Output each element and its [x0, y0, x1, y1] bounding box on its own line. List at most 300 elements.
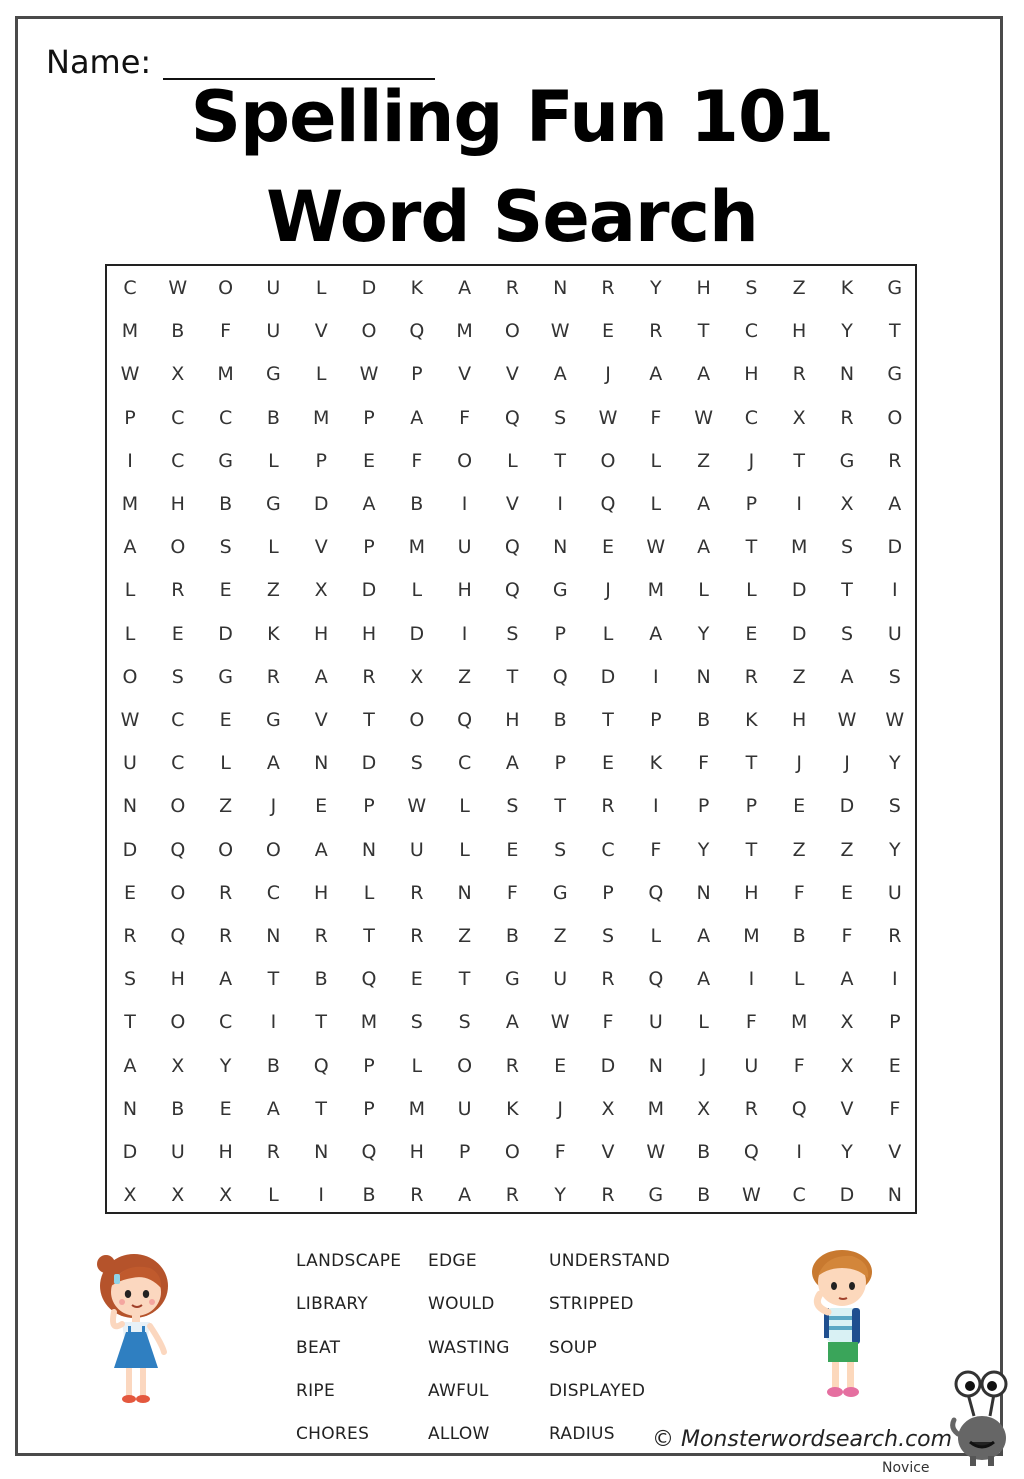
grid-letter[interactable]: Q — [504, 536, 520, 559]
grid-letter[interactable]: E — [219, 579, 232, 602]
grid-letter[interactable]: T — [315, 1011, 327, 1034]
grid-letter[interactable]: U — [123, 752, 137, 775]
grid-letter[interactable]: P — [363, 536, 375, 559]
grid-letter[interactable]: V — [505, 363, 519, 386]
grid-letter[interactable]: X — [171, 363, 185, 386]
grid-letter[interactable]: K — [745, 709, 758, 731]
grid-letter[interactable]: C — [218, 1011, 233, 1034]
grid-letter[interactable]: Q — [361, 968, 377, 991]
grid-letter[interactable]: R — [792, 363, 806, 386]
grid-letter[interactable]: N — [314, 1141, 329, 1163]
grid-letter[interactable]: N — [361, 838, 377, 861]
grid-letter[interactable]: C — [171, 709, 185, 731]
grid-letter[interactable]: O — [265, 838, 281, 861]
grid-letter[interactable]: U — [457, 536, 472, 559]
grid-letter[interactable]: R — [266, 1141, 280, 1163]
grid-letter[interactable]: W — [598, 406, 618, 429]
grid-letter[interactable]: R — [601, 968, 615, 991]
grid-letter[interactable]: B — [266, 1054, 280, 1077]
grid-letter[interactable]: Y — [219, 1054, 232, 1077]
grid-letter[interactable]: R — [601, 795, 615, 818]
grid-letter[interactable]: M — [408, 536, 425, 559]
grid-letter[interactable]: Q — [743, 1141, 759, 1163]
grid-letter[interactable]: J — [270, 795, 277, 818]
grid-letter[interactable]: M — [790, 536, 808, 559]
grid-letter[interactable]: D — [839, 1184, 855, 1207]
grid-letter[interactable]: C — [171, 752, 185, 775]
grid-letter[interactable]: A — [314, 665, 328, 688]
grid-letter[interactable]: G — [552, 881, 568, 904]
grid-letter[interactable]: P — [745, 795, 758, 818]
grid-letter[interactable]: F — [411, 449, 423, 472]
grid-letter[interactable]: S — [601, 925, 615, 947]
grid-letter[interactable]: L — [459, 838, 470, 861]
grid-letter[interactable]: L — [315, 363, 327, 386]
grid-letter[interactable]: X — [123, 1184, 137, 1207]
grid-letter[interactable]: V — [601, 1141, 615, 1163]
grid-letter[interactable]: L — [124, 579, 136, 602]
grid-letter[interactable]: V — [314, 709, 328, 731]
grid-letter[interactable]: X — [840, 1054, 854, 1077]
grid-letter[interactable]: A — [505, 752, 519, 775]
grid-letter[interactable]: T — [363, 925, 375, 947]
grid-letter[interactable]: H — [361, 622, 377, 645]
grid-letter[interactable]: G — [266, 493, 281, 515]
grid-letter[interactable]: T — [458, 968, 471, 991]
grid-letter[interactable]: A — [697, 968, 711, 991]
grid-letter[interactable]: W — [168, 277, 188, 299]
grid-letter[interactable]: V — [505, 493, 519, 515]
grid-letter[interactable]: D — [361, 752, 377, 775]
grid-letter[interactable]: M — [456, 320, 473, 343]
grid-letter[interactable]: N — [314, 752, 329, 775]
grid-letter[interactable]: G — [505, 968, 520, 991]
grid-letter[interactable]: T — [267, 968, 280, 991]
grid-letter[interactable]: T — [124, 1011, 136, 1034]
grid-letter[interactable]: B — [266, 406, 280, 429]
grid-letter[interactable]: W — [885, 709, 905, 731]
grid-letter[interactable]: A — [458, 1184, 472, 1207]
grid-letter[interactable]: E — [410, 968, 423, 991]
grid-letter[interactable]: X — [601, 1097, 615, 1120]
grid-letter[interactable]: C — [601, 838, 615, 861]
grid-letter[interactable]: P — [363, 1097, 375, 1120]
grid-letter[interactable]: T — [697, 320, 710, 343]
grid-letter[interactable]: G — [648, 1184, 664, 1207]
grid-letter[interactable]: O — [504, 320, 520, 343]
grid-letter[interactable]: Q — [457, 709, 473, 731]
grid-letter[interactable]: A — [649, 622, 663, 645]
grid-letter[interactable]: C — [792, 1184, 806, 1207]
grid-letter[interactable]: S — [840, 622, 854, 645]
grid-letter[interactable]: Z — [553, 925, 567, 947]
grid-letter[interactable]: K — [649, 752, 663, 775]
grid-letter[interactable]: S — [219, 536, 232, 559]
grid-letter[interactable]: S — [554, 406, 567, 429]
grid-letter[interactable]: J — [605, 363, 611, 386]
grid-letter[interactable]: T — [602, 709, 614, 731]
grid-letter[interactable]: T — [745, 838, 758, 861]
grid-letter[interactable]: I — [461, 493, 468, 515]
grid-letter[interactable]: S — [458, 1011, 471, 1034]
grid-letter[interactable]: I — [461, 622, 468, 645]
grid-letter[interactable]: E — [793, 795, 806, 818]
grid-letter[interactable]: L — [746, 579, 757, 602]
grid-letter[interactable]: E — [219, 709, 232, 731]
grid-letter[interactable]: D — [887, 536, 903, 559]
grid-letter[interactable]: U — [266, 320, 281, 343]
grid-letter[interactable]: V — [314, 320, 328, 343]
grid-letter[interactable]: S — [410, 1011, 423, 1034]
grid-letter[interactable]: A — [553, 363, 567, 386]
grid-letter[interactable]: T — [554, 449, 566, 472]
grid-letter[interactable]: E — [554, 1054, 567, 1077]
grid-letter[interactable]: P — [554, 752, 566, 775]
grid-letter[interactable]: P — [315, 449, 327, 472]
grid-letter[interactable]: Q — [648, 881, 664, 904]
grid-letter[interactable]: F — [650, 406, 662, 429]
grid-letter[interactable]: C — [266, 881, 281, 904]
grid-letter[interactable]: L — [411, 579, 423, 602]
grid-letter[interactable]: U — [266, 277, 281, 299]
grid-letter[interactable]: F — [745, 1011, 757, 1034]
grid-letter[interactable]: Q — [600, 493, 616, 515]
grid-letter[interactable]: F — [602, 1011, 614, 1034]
grid-letter[interactable]: N — [553, 536, 568, 559]
grid-letter[interactable]: G — [266, 709, 281, 731]
grid-letter[interactable]: J — [796, 752, 802, 775]
grid-letter[interactable]: X — [697, 1097, 711, 1120]
grid-letter[interactable]: Y — [697, 838, 710, 861]
grid-letter[interactable]: Q — [504, 406, 520, 429]
grid-letter[interactable]: R — [218, 881, 233, 904]
grid-letter[interactable]: P — [554, 622, 566, 645]
grid-letter[interactable]: K — [267, 622, 280, 645]
grid-letter[interactable]: V — [314, 536, 328, 559]
grid-letter[interactable]: O — [170, 1011, 186, 1034]
grid-letter[interactable]: O — [457, 449, 473, 472]
grid-letter[interactable]: Y — [841, 1141, 853, 1163]
grid-letter[interactable]: X — [840, 493, 854, 515]
grid-letter[interactable]: R — [888, 449, 902, 472]
grid-letter[interactable]: R — [601, 277, 615, 299]
grid-letter[interactable]: D — [791, 579, 807, 602]
grid-letter[interactable]: S — [888, 665, 901, 688]
grid-letter[interactable]: B — [697, 709, 711, 731]
grid-letter[interactable]: X — [219, 1184, 233, 1207]
grid-letter[interactable]: B — [792, 925, 806, 947]
grid-letter[interactable]: P — [363, 1054, 375, 1077]
grid-letter[interactable]: W — [837, 709, 857, 731]
grid-letter[interactable]: F — [889, 1097, 901, 1120]
grid-letter[interactable]: R — [744, 1097, 758, 1120]
grid-letter[interactable]: N — [553, 277, 568, 299]
grid-letter[interactable]: P — [363, 795, 375, 818]
grid-letter[interactable]: H — [744, 363, 759, 386]
grid-letter[interactable]: H — [457, 579, 472, 602]
grid-letter[interactable]: O — [361, 320, 377, 343]
grid-letter[interactable]: A — [649, 363, 663, 386]
grid-letter[interactable]: A — [410, 406, 424, 429]
grid-letter[interactable]: C — [218, 406, 233, 429]
grid-letter[interactable]: D — [218, 622, 233, 645]
grid-letter[interactable]: O — [409, 709, 425, 731]
grid-letter[interactable]: L — [268, 536, 279, 559]
grid-letter[interactable]: S — [506, 795, 519, 818]
grid-letter[interactable]: D — [600, 1054, 616, 1077]
grid-letter[interactable]: R — [505, 1054, 519, 1077]
grid-letter[interactable]: P — [458, 1141, 471, 1163]
grid-letter[interactable]: C — [744, 320, 759, 343]
grid-letter[interactable]: L — [268, 449, 279, 472]
grid-letter[interactable]: A — [266, 1097, 280, 1120]
grid-letter[interactable]: R — [266, 665, 280, 688]
grid-letter[interactable]: B — [314, 968, 328, 991]
grid-letter[interactable]: M — [360, 1011, 378, 1034]
grid-letter[interactable]: T — [888, 320, 901, 343]
grid-letter[interactable]: T — [315, 1097, 327, 1120]
grid-letter[interactable]: O — [457, 1054, 473, 1077]
grid-letter[interactable]: H — [314, 622, 329, 645]
grid-letter[interactable]: Z — [219, 795, 233, 818]
grid-letter[interactable]: M — [790, 1011, 808, 1034]
grid-letter[interactable]: L — [363, 881, 375, 904]
grid-letter[interactable]: T — [506, 665, 519, 688]
grid-letter[interactable]: N — [887, 1184, 902, 1207]
grid-letter[interactable]: A — [840, 665, 854, 688]
grid-letter[interactable]: N — [648, 1054, 663, 1077]
grid-letter[interactable]: U — [553, 968, 568, 991]
grid-letter[interactable]: P — [697, 795, 710, 818]
grid-letter[interactable]: A — [458, 277, 472, 299]
grid-letter[interactable]: F — [220, 320, 232, 343]
grid-letter[interactable]: W — [359, 363, 379, 386]
grid-letter[interactable]: Y — [554, 1184, 566, 1207]
grid-letter[interactable]: N — [696, 881, 711, 904]
grid-letter[interactable]: D — [409, 622, 425, 645]
grid-letter[interactable]: J — [844, 752, 850, 775]
grid-letter[interactable]: L — [698, 579, 709, 602]
grid-letter[interactable]: A — [266, 752, 280, 775]
grid-letter[interactable]: Z — [458, 925, 472, 947]
grid-letter[interactable]: I — [652, 795, 659, 818]
grid-letter[interactable]: Z — [840, 838, 854, 861]
grid-letter[interactable]: H — [744, 881, 759, 904]
grid-letter[interactable]: N — [696, 665, 711, 688]
grid-letter[interactable]: Q — [504, 579, 520, 602]
grid-letter[interactable]: F — [506, 881, 518, 904]
grid-letter[interactable]: U — [744, 1054, 759, 1077]
grid-letter[interactable]: D — [122, 838, 138, 861]
grid-letter[interactable]: M — [217, 363, 234, 386]
grid-letter[interactable]: A — [888, 493, 902, 515]
grid-letter[interactable]: V — [888, 1141, 902, 1163]
grid-letter[interactable]: L — [602, 622, 614, 645]
grid-letter[interactable]: B — [553, 709, 567, 731]
grid-letter[interactable]: O — [170, 795, 186, 818]
grid-letter[interactable]: F — [459, 406, 471, 429]
grid-letter[interactable]: R — [123, 925, 137, 947]
grid-letter[interactable]: P — [650, 709, 662, 731]
grid-letter[interactable]: O — [170, 881, 186, 904]
grid-letter[interactable]: O — [600, 449, 616, 472]
grid-letter[interactable]: J — [557, 1097, 563, 1120]
grid-letter[interactable]: O — [504, 1141, 520, 1163]
grid-letter[interactable]: L — [459, 795, 470, 818]
grid-letter[interactable]: S — [745, 277, 758, 299]
grid-letter[interactable]: E — [219, 1097, 232, 1120]
grid-letter[interactable]: I — [557, 493, 563, 515]
grid-letter[interactable]: Q — [170, 925, 186, 947]
grid-letter[interactable]: R — [744, 665, 758, 688]
grid-letter[interactable]: O — [170, 536, 186, 559]
grid-letter[interactable]: R — [218, 925, 233, 947]
grid-letter[interactable]: Q — [409, 320, 425, 343]
grid-letter[interactable]: B — [219, 493, 233, 515]
grid-letter[interactable]: E — [888, 1054, 901, 1077]
grid-letter[interactable]: P — [411, 363, 423, 386]
grid-letter[interactable]: Y — [649, 277, 662, 299]
grid-letter[interactable]: C — [457, 752, 472, 775]
grid-letter[interactable]: F — [793, 881, 805, 904]
grid-letter[interactable]: D — [791, 622, 807, 645]
grid-letter[interactable]: Z — [697, 449, 711, 472]
grid-letter[interactable]: L — [411, 1054, 423, 1077]
grid-letter[interactable]: G — [266, 363, 281, 386]
grid-letter[interactable]: Z — [458, 665, 472, 688]
grid-letter[interactable]: M — [408, 1097, 425, 1120]
grid-letter[interactable]: A — [697, 363, 711, 386]
grid-letter[interactable]: L — [268, 1184, 279, 1207]
grid-letter[interactable]: P — [889, 1011, 901, 1034]
grid-letter[interactable]: A — [219, 968, 233, 991]
grid-letter[interactable]: R — [601, 1184, 615, 1207]
grid-letter[interactable]: V — [840, 1097, 854, 1120]
grid-letter[interactable]: R — [362, 665, 376, 688]
grid-letter[interactable]: C — [744, 406, 759, 429]
grid-letter[interactable]: W — [646, 1141, 666, 1163]
grid-letter[interactable]: E — [362, 449, 375, 472]
grid-letter[interactable]: A — [697, 925, 711, 947]
grid-letter[interactable]: Q — [170, 838, 186, 861]
grid-letter[interactable]: D — [313, 493, 329, 515]
grid-letter[interactable]: I — [891, 968, 898, 991]
grid-letter[interactable]: B — [171, 320, 185, 343]
grid-letter[interactable]: L — [507, 449, 518, 472]
grid-letter[interactable]: H — [505, 709, 520, 731]
grid-letter[interactable]: M — [121, 320, 139, 343]
grid-letter[interactable]: M — [647, 1097, 664, 1120]
grid-letter[interactable]: L — [650, 925, 662, 947]
grid-letter[interactable]: S — [171, 665, 184, 688]
grid-letter[interactable]: I — [318, 1184, 324, 1207]
grid-letter[interactable]: S — [554, 838, 567, 861]
grid-letter[interactable]: I — [891, 579, 898, 602]
grid-letter[interactable]: I — [748, 968, 755, 991]
grid-letter[interactable]: C — [171, 406, 185, 429]
grid-letter[interactable]: W — [646, 536, 666, 559]
grid-letter[interactable]: F — [841, 925, 853, 947]
grid-letter[interactable]: V — [458, 363, 472, 386]
grid-letter[interactable]: B — [171, 1097, 185, 1120]
grid-letter[interactable]: A — [840, 968, 854, 991]
grid-letter[interactable]: Q — [313, 1054, 329, 1077]
grid-letter[interactable]: O — [218, 838, 234, 861]
grid-letter[interactable]: E — [123, 881, 136, 904]
grid-letter[interactable]: P — [124, 406, 136, 429]
grid-letter[interactable]: P — [745, 493, 758, 515]
grid-letter[interactable]: X — [410, 665, 424, 688]
grid-letter[interactable]: W — [550, 320, 570, 343]
grid-letter[interactable]: R — [505, 1184, 519, 1207]
grid-letter[interactable]: S — [123, 968, 137, 991]
grid-letter[interactable]: U — [887, 622, 902, 645]
grid-letter[interactable]: L — [793, 968, 805, 991]
grid-letter[interactable]: R — [888, 925, 902, 947]
grid-letter[interactable]: H — [170, 968, 185, 991]
grid-letter[interactable]: Y — [888, 838, 901, 861]
grid-letter[interactable]: B — [505, 925, 519, 947]
grid-letter[interactable]: N — [839, 363, 855, 386]
grid-letter[interactable]: U — [409, 838, 424, 861]
grid-letter[interactable]: L — [650, 449, 662, 472]
grid-letter[interactable]: D — [600, 665, 616, 688]
grid-letter[interactable]: A — [505, 1011, 519, 1034]
grid-letter[interactable]: T — [793, 449, 805, 472]
grid-letter[interactable]: G — [218, 449, 233, 472]
grid-letter[interactable]: N — [122, 795, 138, 818]
grid-letter[interactable]: E — [171, 622, 184, 645]
grid-letter[interactable]: Q — [791, 1097, 807, 1120]
grid-letter[interactable]: E — [601, 752, 614, 775]
grid-letter[interactable]: N — [457, 881, 472, 904]
grid-letter[interactable]: O — [887, 406, 903, 429]
grid-letter[interactable]: W — [741, 1184, 761, 1207]
grid-letter[interactable]: Q — [648, 968, 664, 991]
grid-letter[interactable]: H — [170, 493, 185, 515]
grid-letter[interactable]: R — [410, 881, 424, 904]
grid-letter[interactable]: J — [700, 1054, 707, 1077]
grid-letter[interactable]: H — [409, 1141, 424, 1163]
grid-letter[interactable]: X — [792, 406, 806, 429]
grid-letter[interactable]: U — [457, 1097, 472, 1120]
grid-letter[interactable]: S — [506, 622, 519, 645]
grid-letter[interactable]: T — [554, 795, 566, 818]
grid-letter[interactable]: Y — [841, 320, 853, 343]
grid-letter[interactable]: E — [840, 881, 853, 904]
grid-letter[interactable]: M — [647, 579, 664, 602]
grid-letter[interactable]: E — [506, 838, 519, 861]
grid-letter[interactable]: E — [601, 320, 614, 343]
grid-letter[interactable]: T — [745, 752, 758, 775]
grid-letter[interactable]: O — [122, 665, 138, 688]
grid-letter[interactable]: F — [554, 1141, 566, 1163]
grid-letter[interactable]: X — [171, 1054, 185, 1077]
grid-letter[interactable]: H — [696, 277, 711, 299]
grid-letter[interactable]: R — [314, 925, 328, 947]
grid-letter[interactable]: A — [123, 1054, 137, 1077]
grid-letter[interactable]: G — [218, 665, 233, 688]
grid-letter[interactable]: U — [648, 1011, 663, 1034]
grid-letter[interactable]: S — [888, 795, 901, 818]
grid-letter[interactable]: D — [361, 277, 377, 299]
grid-letter[interactable]: L — [650, 493, 662, 515]
grid-letter[interactable]: R — [840, 406, 854, 429]
grid-letter[interactable]: A — [123, 536, 137, 559]
grid-letter[interactable]: Q — [361, 1141, 377, 1163]
grid-letter[interactable]: B — [410, 493, 424, 515]
grid-letter[interactable]: H — [792, 320, 807, 343]
